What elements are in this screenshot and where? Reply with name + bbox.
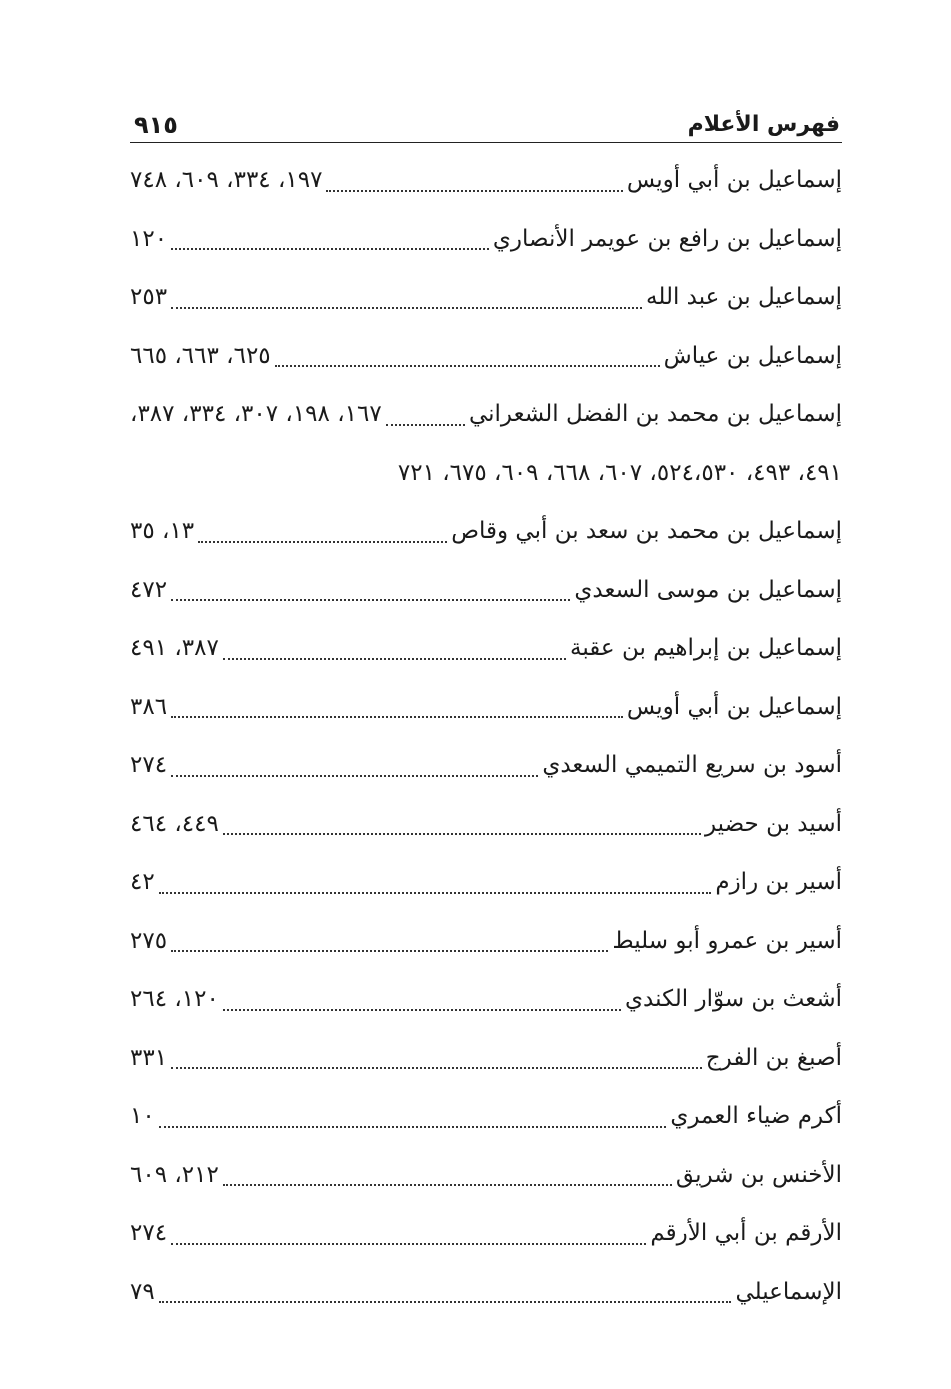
dot-leader (223, 657, 566, 660)
index-entry (130, 561, 842, 620)
page-number: ٩١٥ (134, 111, 178, 139)
dot-leader (171, 1242, 646, 1245)
entry-name: الأرقم بن أبي الأرقم (650, 1220, 842, 1246)
dot-leader (223, 832, 701, 835)
entry-pages: ١٣، ٣٥ (130, 518, 195, 544)
entry-name: إسماعيل بن محمد بن سعد بن أبي وقاص (451, 518, 842, 544)
entry-name: الأخنس بن شريق (675, 1161, 842, 1188)
index-entry (130, 502, 842, 561)
dot-leader (159, 891, 712, 894)
dot-leader (275, 364, 660, 367)
entry-pages: ٣٣١ (130, 1044, 168, 1071)
header-title: فهرس الأعلام (687, 112, 840, 137)
entry-name: إسماعيل بن عياش (663, 342, 842, 369)
index-entry (130, 1087, 842, 1146)
dot-leader (223, 1183, 672, 1186)
entry-pages: ١٢٠، ٢٦٤ (130, 986, 219, 1012)
entry-pages: ٤٧٢ (130, 576, 168, 603)
index-entry (130, 210, 842, 269)
entry-name: أسود بن سريع التميمي السعدي (542, 752, 842, 778)
entry-pages: ٢٥٣ (130, 284, 168, 310)
entry-pages: ١٦٧، ١٩٨، ٣٠٧، ٣٣٤، ٣٨٧، (130, 401, 382, 427)
index-entry (130, 1263, 842, 1322)
entry-name: إسماعيل بن أبي أويس (626, 167, 842, 193)
index-entry (130, 853, 842, 912)
entry-pages: ٤٢ (130, 869, 155, 895)
entry-pages: ٧٩ (130, 1278, 155, 1305)
entry-pages: ٦٢٥، ٦٦٣، ٦٦٥ (130, 342, 271, 369)
index-entry (130, 1146, 842, 1205)
entry-name: إسماعيل بن أبي أويس (626, 693, 842, 720)
entry-name: أسيد بن حضير (704, 810, 842, 837)
entry-name: أسير بن رازم (715, 869, 842, 895)
index-entry (130, 678, 842, 737)
index-entry (130, 970, 842, 1029)
index-entry (130, 619, 842, 678)
page-header (130, 100, 842, 143)
dot-leader (171, 1066, 702, 1069)
entry-name: أصبغ بن الفرج (705, 1044, 842, 1071)
index-entry (130, 912, 842, 971)
entry-pages: ٢٧٥ (130, 927, 168, 954)
entry-pages: ٢٧٤ (130, 1220, 168, 1246)
dot-leader (171, 949, 608, 952)
entry-pages: ٤٤٩، ٤٦٤ (130, 810, 219, 837)
index-entry (130, 327, 842, 386)
dot-leader (386, 423, 465, 426)
entry-pages: ٢٧٤ (130, 752, 168, 778)
entry-name: أسير بن عمرو أبو سليط (612, 927, 842, 954)
index-entry (130, 795, 842, 854)
dot-leader (223, 1008, 621, 1011)
dot-leader (171, 715, 623, 718)
entry-pages: ٣٨٦ (130, 693, 168, 720)
index-entry (130, 1029, 842, 1088)
index-page (130, 100, 842, 1321)
entry-pages: ١٩٧، ٣٣٤، ٦٠٩، ٧٤٨ (130, 167, 323, 193)
index-entry-continuation: ٤٩١، ٤٩٣، ٥٢٤،٥٣٠، ٦٠٧، ٦٦٨، ٦٠٩، ٦٧٥، ٧٢١ (397, 459, 842, 486)
dot-leader (171, 306, 642, 309)
dot-leader (198, 540, 447, 543)
dot-leader (159, 1125, 667, 1128)
entry-pages: ٣٨٧، ٤٩١ (130, 635, 219, 661)
index-entry (130, 1204, 842, 1263)
entry-name: أكرم ضياء العمري (670, 1103, 842, 1129)
index-entries-list (130, 151, 842, 1321)
dot-leader (159, 1300, 732, 1303)
entry-name: الإسماعيلي (735, 1278, 842, 1305)
dot-leader (171, 774, 538, 777)
entry-name: إسماعيل بن محمد بن الفضل الشعراني (468, 401, 842, 427)
entry-name: إسماعيل بن إبراهيم بن عقبة (570, 635, 842, 661)
index-entry (130, 736, 842, 795)
entry-name: إسماعيل بن موسى السعدي (574, 576, 842, 603)
entry-name: أشعث بن سوّار الكندي (625, 986, 842, 1012)
dot-leader (171, 247, 489, 250)
dot-leader (326, 189, 622, 192)
index-entry (130, 268, 842, 327)
entry-pages: ١٠ (130, 1103, 155, 1129)
index-entry (130, 385, 842, 444)
entry-name: إسماعيل بن عبد الله (646, 284, 842, 310)
dot-leader (171, 598, 570, 601)
entry-name: إسماعيل بن رافع بن عويمر الأنصاري (492, 225, 842, 252)
entry-pages: ١٢٠ (130, 225, 168, 252)
index-entry (130, 151, 842, 210)
entry-pages: ٢١٢، ٦٠٩ (130, 1161, 219, 1188)
